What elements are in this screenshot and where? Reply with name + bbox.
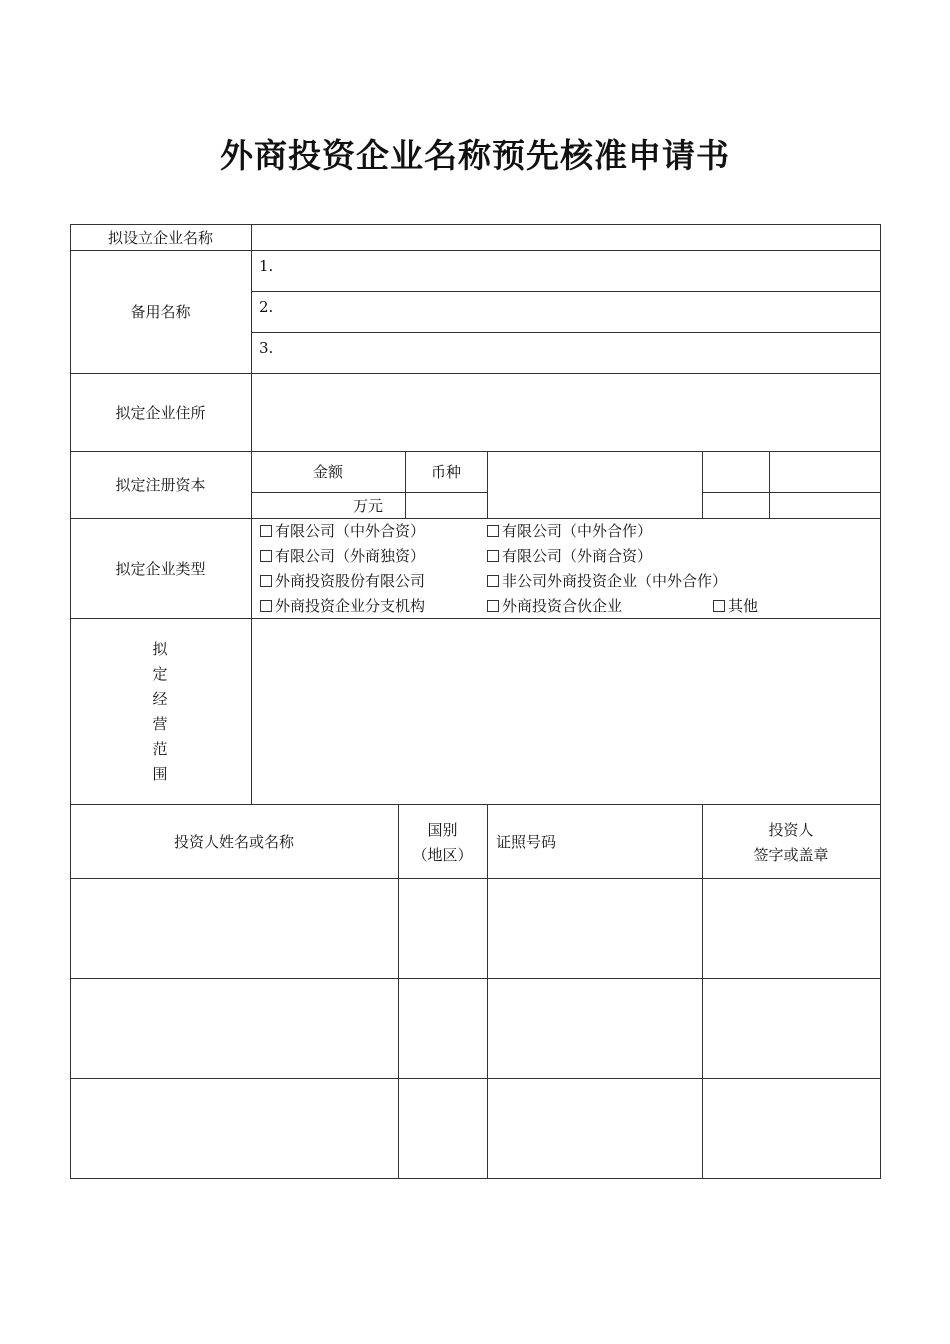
option-label: 有限公司（中外合作）	[502, 522, 653, 540]
company-type-option[interactable]	[260, 546, 425, 566]
company-type-option[interactable]	[260, 571, 425, 591]
column-divider	[702, 451, 703, 518]
signature-cell[interactable]	[703, 979, 880, 1078]
option-label: 外商投资股份有限公司	[275, 572, 426, 590]
capital-currency-field[interactable]	[488, 452, 702, 518]
row-divider	[70, 804, 881, 805]
option-label: 非公司外商投资企业（中外合作）	[502, 572, 728, 590]
row-divider	[70, 518, 881, 519]
scope-label-char: 营	[152, 715, 168, 733]
company-type-option[interactable]	[260, 521, 425, 541]
table-border-right	[880, 224, 881, 1179]
row-divider	[702, 492, 881, 493]
company-type-label: 拟定企业类型	[115, 560, 206, 578]
option-label: 有限公司（外商合资）	[502, 547, 653, 565]
checkbox-icon	[260, 550, 272, 562]
license-number-cell[interactable]	[488, 979, 702, 1078]
checkbox-icon	[487, 575, 499, 587]
investor-name-cell[interactable]	[71, 1079, 398, 1178]
row-divider	[70, 451, 881, 452]
alt-name-field-2[interactable]	[285, 292, 880, 332]
scope-label-char: 定	[152, 665, 168, 683]
company-type-option[interactable]	[260, 596, 425, 616]
business-scope-label	[150, 637, 170, 787]
checkbox-icon	[487, 600, 499, 612]
option-label: 有限公司（外商独资）	[275, 547, 426, 565]
business-scope-field[interactable]	[252, 619, 880, 804]
address-field[interactable]	[252, 374, 880, 451]
capital-label: 拟定注册资本	[115, 476, 206, 494]
alt-name-field-1[interactable]	[285, 251, 880, 291]
alt-name-field-3[interactable]	[285, 333, 880, 373]
proposed-name-field[interactable]	[252, 225, 880, 250]
option-label: 外商投资合伙企业	[502, 597, 623, 615]
company-type-option[interactable]	[487, 571, 727, 591]
signature-header-line1: 投资人	[768, 821, 814, 839]
address-label: 拟定企业住所	[115, 404, 206, 422]
scope-label-char: 围	[152, 765, 168, 783]
table-border-bottom	[70, 1178, 881, 1179]
option-label: 有限公司（中外合资）	[275, 522, 426, 540]
checkbox-icon	[487, 550, 499, 562]
scope-label-char: 范	[152, 740, 168, 758]
checkbox-icon	[260, 575, 272, 587]
license-number-cell[interactable]	[488, 1079, 702, 1178]
checkbox-icon	[713, 600, 725, 612]
investor-name-cell[interactable]	[71, 879, 398, 978]
license-number-header: 证照号码	[496, 833, 557, 851]
currency-label: 币种	[430, 463, 461, 481]
signature-header-line2: 签字或盖章	[753, 846, 829, 864]
company-type-option[interactable]	[487, 546, 652, 566]
company-type-option[interactable]	[713, 596, 758, 616]
country-cell[interactable]	[399, 879, 487, 978]
option-label: 外商投资企业分支机构	[275, 597, 426, 615]
scope-label-char: 拟	[152, 640, 168, 658]
alt-name-number-3: 3.	[259, 339, 274, 357]
alt-name-number-2: 2.	[259, 298, 274, 316]
investor-name-header: 投资人姓名或名称	[173, 833, 294, 851]
license-number-cell[interactable]	[488, 879, 702, 978]
row-divider	[251, 492, 487, 493]
country-cell[interactable]	[399, 1079, 487, 1178]
scope-label-char: 经	[152, 690, 168, 708]
investor-name-cell[interactable]	[71, 979, 398, 1078]
alt-name-number-1: 1.	[259, 257, 274, 275]
country-header-line1: 国别	[427, 821, 458, 839]
checkbox-icon	[260, 525, 272, 537]
column-divider	[769, 451, 770, 518]
company-type-option[interactable]	[487, 596, 622, 616]
amount-label: 金额	[312, 463, 343, 481]
country-header-line2: （地区）	[412, 846, 473, 864]
option-label: 其他	[728, 597, 759, 615]
country-cell[interactable]	[399, 979, 487, 1078]
signature-cell[interactable]	[703, 879, 880, 978]
alt-names-label: 备用名称	[130, 303, 191, 321]
proposed-name-label: 拟设立企业名称	[107, 229, 213, 247]
document-title: 外商投资企业名称预先核准申请书	[220, 136, 730, 175]
company-type-option[interactable]	[487, 521, 652, 541]
unit-label: 万元	[352, 497, 383, 515]
checkbox-icon	[260, 600, 272, 612]
signature-cell[interactable]	[703, 1079, 880, 1178]
checkbox-icon	[487, 525, 499, 537]
